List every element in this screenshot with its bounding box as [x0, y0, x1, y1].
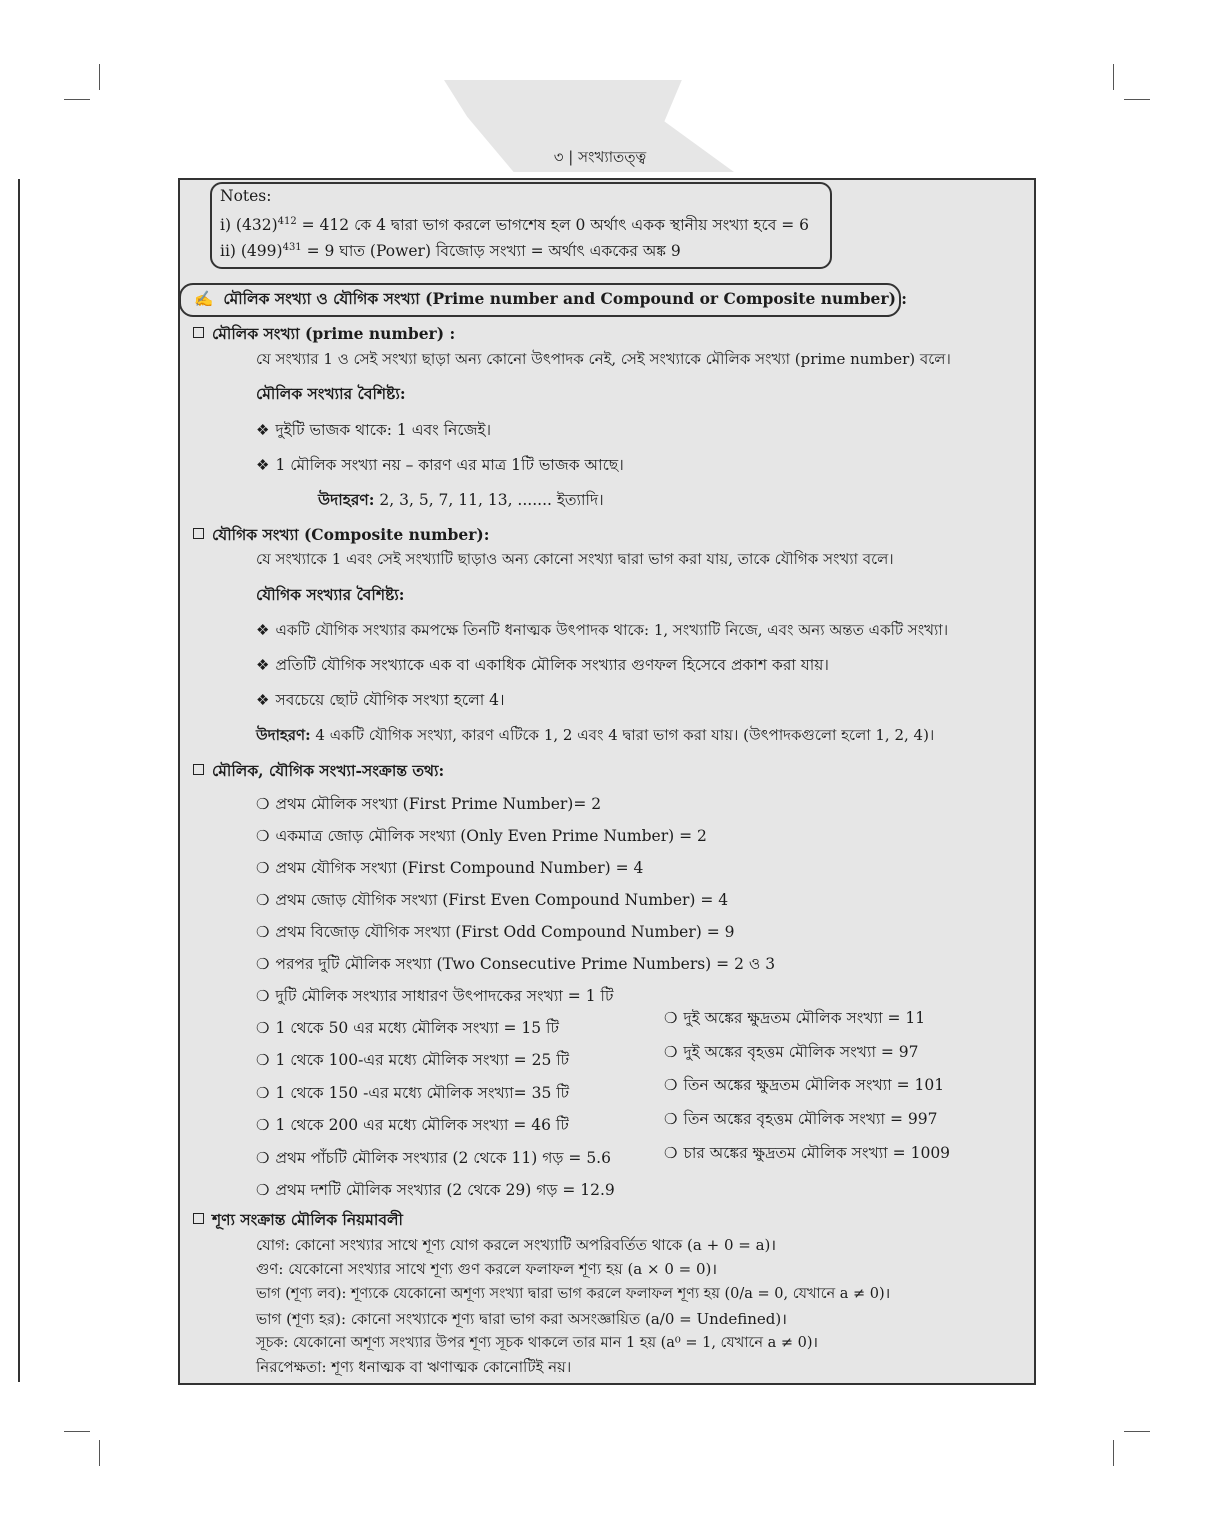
notes-line-2-prefix: ii) (499) — [220, 242, 283, 261]
circle-bullet-icon: ❍ — [664, 1043, 678, 1061]
fact-left-text: প্রথম দশটি মৌলিক সংখ্যার (2 থেকে 29) গড় = 12.9 — [275, 1181, 615, 1199]
square-bullet-icon — [193, 764, 204, 775]
prime-example-label: উদাহরণ: — [318, 490, 375, 509]
fact-left-text: একমাত্র জোড় মৌলিক সংখ্যা (Only Even Prime Number) = 2 — [275, 827, 707, 845]
crop-mark — [1113, 64, 1114, 90]
facts-heading — [193, 761, 444, 781]
notes-line-1-sup: 412 — [277, 216, 297, 227]
notes-line-1 — [220, 212, 809, 235]
circle-bullet-icon: ❍ — [256, 859, 270, 877]
composite-feature-2 — [256, 655, 829, 675]
fact-right-item — [664, 1109, 937, 1129]
zero-heading — [193, 1210, 403, 1230]
pencil-icon: ✍ — [194, 290, 214, 308]
fact-left-item — [256, 986, 613, 1006]
fact-right-text: দুই অঙ্কের বৃহত্তম মৌলিক সংখ্যা = 97 — [683, 1043, 919, 1061]
circle-bullet-icon: ❍ — [256, 827, 270, 845]
crop-mark — [99, 1440, 100, 1466]
fact-left-text: প্রথম পাঁচটি মৌলিক সংখ্যার (2 থেকে 11) গড় = 5.6 — [275, 1149, 611, 1167]
fact-left-item — [256, 858, 643, 878]
fact-left-text: দুটি মৌলিক সংখ্যার সাধারণ উৎপাদকের সংখ্যা = 1 টি — [275, 987, 614, 1005]
diamond-bullet-icon: ❖ — [256, 691, 270, 709]
fact-right-item — [664, 1075, 944, 1095]
zero-rule: ভাগ (শূণ্য লব): শূণ্যকে যেকোনো অশূণ্য সংখ্যা দ্বারা ভাগ করলে ফলাফল শূণ্য হয় (0/a = 0, যেখানে a ≠ 0)। — [256, 1286, 891, 1302]
square-bullet-icon — [193, 327, 204, 338]
fact-left-item — [256, 1180, 615, 1200]
prime-example — [318, 490, 604, 510]
circle-bullet-icon: ❍ — [664, 1076, 678, 1094]
circle-bullet-icon: ❍ — [256, 1051, 270, 1069]
previous-page-edge — [0, 179, 20, 1382]
circle-bullet-icon: ❍ — [256, 923, 270, 941]
composite-example — [256, 725, 934, 745]
notes-line-2-rest: = 9 ঘাত (Power) বিজোড় সংখ্যা = অর্থাৎ এককের অঙ্ক 9 — [301, 242, 681, 261]
composite-heading — [193, 525, 489, 545]
fact-right-text: চার অঙ্কের ক্ষুদ্রতম মৌলিক সংখ্যা = 1009 — [683, 1144, 951, 1162]
fact-left-item — [256, 1148, 611, 1168]
page-title: ৩ | সংখ্যাতত্ত্ব — [553, 148, 647, 166]
composite-heading-text: যৌগিক সংখ্যা (Composite number): — [212, 525, 490, 544]
circle-bullet-icon: ❍ — [256, 955, 270, 973]
fact-left-item — [256, 1050, 569, 1070]
circle-bullet-icon: ❍ — [664, 1144, 678, 1162]
fact-left-item — [256, 794, 601, 814]
prime-feature-2 — [256, 455, 624, 475]
zero-rule: সূচক: যেকোনো অশূণ্য সংখ্যার উপর শূণ্য সূচক থাকলে তার মান 1 হয় (a⁰ = 1, যেখানে a ≠ 0)। — [256, 1335, 818, 1351]
crop-mark — [1124, 99, 1150, 100]
fact-right-text: দুই অঙ্কের ক্ষুদ্রতম মৌলিক সংখ্যা = 11 — [683, 1009, 926, 1027]
prime-feature-2-text: 1 মৌলিক সংখ্যা নয় – কারণ এর মাত্র 1টি ভাজক আছে। — [275, 456, 624, 474]
circle-bullet-icon: ❍ — [256, 891, 270, 909]
fact-left-item — [256, 890, 728, 910]
prime-heading-text: মৌলিক সংখ্যা (prime number) : — [212, 324, 456, 343]
composite-feature-1 — [256, 620, 948, 640]
facts-heading-text: মৌলিক, যৌগিক সংখ্যা-সংক্রান্ত তথ্য: — [212, 761, 445, 780]
composite-example-label: উদাহরণ: — [256, 726, 311, 744]
circle-bullet-icon: ❍ — [256, 1149, 270, 1167]
fact-left-item — [256, 922, 734, 942]
fact-left-item — [256, 954, 775, 974]
fact-left-text: 1 থেকে 150 -এর মধ্যে মৌলিক সংখ্যা= 35 টি — [275, 1084, 570, 1102]
section-title — [194, 289, 907, 309]
section-title-text: মৌলিক সংখ্যা ও যৌগিক সংখ্যা (Prime number and Compound or Composite number) : — [223, 289, 908, 308]
zero-heading-text: শূণ্য সংক্রান্ত মৌলিক নিয়মাবলী — [212, 1210, 403, 1229]
square-bullet-icon — [193, 528, 204, 539]
fact-right-item — [664, 1042, 919, 1062]
diamond-bullet-icon: ❖ — [256, 456, 270, 474]
zero-rule: গুণ: যেকোনো সংখ্যার সাথে শূণ্য গুণ করলে ফলাফল শূণ্য হয় (a × 0 = 0)। — [256, 1260, 718, 1278]
prime-feature-1 — [256, 420, 491, 440]
crop-mark — [1124, 1431, 1150, 1432]
circle-bullet-icon: ❍ — [664, 1009, 678, 1027]
fact-left-item — [256, 1083, 569, 1103]
diamond-bullet-icon: ❖ — [256, 421, 270, 439]
zero-rule: নিরপেক্ষতা: শূণ্য ধনাত্মক বা ঋণাত্মক কোনোটিই নয়। — [256, 1358, 572, 1376]
circle-bullet-icon: ❍ — [256, 1019, 270, 1037]
fact-left-item — [256, 1115, 569, 1135]
prime-feature-1-text: দুইটি ভাজক থাকে: 1 এবং নিজেই। — [275, 421, 492, 439]
fact-left-text: প্রথম যৌগিক সংখ্যা (First Compound Number) = 4 — [275, 859, 644, 877]
notes-line-2 — [220, 238, 681, 261]
fact-left-item — [256, 1018, 559, 1038]
composite-example-text: 4 একটি যৌগিক সংখ্যা, কারণ এটিকে 1, 2 এবং 4 দ্বারা ভাগ করা যায়। (উৎপাদকগুলো হলো 1, 2, 4)। — [310, 726, 935, 744]
notes-line-1-rest: = 412 কে 4 দ্বারা ভাগ করলে ভাগশেষ হল 0 অর্থাৎ একক স্থানীয় সংখ্যা হবে = 6 — [296, 216, 810, 235]
crop-mark — [1113, 1440, 1114, 1466]
composite-feature-3-text: সবচেয়ে ছোট যৌগিক সংখ্যা হলো 4। — [275, 691, 505, 709]
crop-mark — [64, 1431, 90, 1432]
fact-right-item — [664, 1008, 925, 1028]
fact-right-text: তিন অঙ্কের বৃহত্তম মৌলিক সংখ্যা = 997 — [683, 1110, 938, 1128]
fact-left-item — [256, 826, 707, 846]
composite-feature-2-text: প্রতিটি যৌগিক সংখ্যাকে এক বা একাধিক মৌলিক সংখ্যার গুণফল হিসেবে প্রকাশ করা যায়। — [275, 656, 829, 674]
crop-mark — [99, 64, 100, 90]
circle-bullet-icon: ❍ — [664, 1110, 678, 1128]
composite-definition: যে সংখ্যাকে 1 এবং সেই সংখ্যাটি ছাড়াও অন্য কোনো সংখ্যা দ্বারা ভাগ করা যায়, তাকে যৌগিক সংখ্যা বলে। — [256, 550, 894, 568]
crop-mark — [64, 99, 90, 100]
composite-features-title: যৌগিক সংখ্যার বৈশিষ্ট্য: — [256, 585, 405, 604]
circle-bullet-icon: ❍ — [256, 1084, 270, 1102]
fact-left-text: 1 থেকে 50 এর মধ্যে মৌলিক সংখ্যা = 15 টি — [275, 1019, 559, 1037]
notes-line-1-prefix: i) (432) — [220, 216, 278, 235]
fact-left-text: পরপর দুটি মৌলিক সংখ্যা (Two Consecutive Prime Numbers) = 2 ও 3 — [275, 955, 776, 973]
fact-right-text: তিন অঙ্কের ক্ষুদ্রতম মৌলিক সংখ্যা = 101 — [683, 1076, 945, 1094]
diamond-bullet-icon: ❖ — [256, 621, 270, 639]
zero-rule: ভাগ (শূণ্য হর): কোনো সংখ্যাকে শূণ্য দ্বারা ভাগ করা অসংজ্ঞায়িত (a/0 = Undefined)। — [256, 1310, 787, 1328]
circle-bullet-icon: ❍ — [256, 987, 270, 1005]
fact-left-text: 1 থেকে 200 এর মধ্যে মৌলিক সংখ্যা = 46 টি — [275, 1116, 569, 1134]
prime-features-title: মৌলিক সংখ্যার বৈশিষ্ট্য: — [256, 384, 406, 403]
fact-right-item — [664, 1143, 950, 1163]
composite-feature-3 — [256, 690, 505, 710]
fact-left-text: 1 থেকে 100-এর মধ্যে মৌলিক সংখ্যা = 25 টি — [275, 1051, 570, 1069]
fact-left-text: প্রথম জোড় যৌগিক সংখ্যা (First Even Compound Number) = 4 — [275, 891, 729, 909]
zero-rule: যোগ: কোনো সংখ্যার সাথে শূণ্য যোগ করলে সংখ্যাটি অপরিবর্তিত থাকে (a + 0 = a)। — [256, 1236, 777, 1254]
notes-line-2-sup: 431 — [282, 242, 302, 253]
circle-bullet-icon: ❍ — [256, 795, 270, 813]
fact-left-text: প্রথম মৌলিক সংখ্যা (First Prime Number)= 2 — [275, 795, 602, 813]
circle-bullet-icon: ❍ — [256, 1181, 270, 1199]
prime-heading — [193, 324, 455, 344]
notes-title: Notes: — [220, 187, 272, 205]
square-bullet-icon — [193, 1213, 204, 1224]
circle-bullet-icon: ❍ — [256, 1116, 270, 1134]
composite-feature-1-text: একটি যৌগিক সংখ্যার কমপক্ষে তিনটি ধনাত্মক উৎপাদক থাকে: 1, সংখ্যাটি নিজে, এবং অন্য অন্তত একটি সংখ্যা। — [275, 621, 949, 639]
diamond-bullet-icon: ❖ — [256, 656, 270, 674]
fact-left-text: প্রথম বিজোড় যৌগিক সংখ্যা (First Odd Compound Number) = 9 — [275, 923, 735, 941]
prime-example-text: 2, 3, 5, 7, 11, 13, ....... ইত্যাদি। — [374, 491, 604, 509]
prime-definition: যে সংখ্যার 1 ও সেই সংখ্যা ছাড়া অন্য কোনো উৎপাদক নেই, সেই সংখ্যাকে মৌলিক সংখ্যা (prime number) বলে। — [256, 350, 951, 368]
